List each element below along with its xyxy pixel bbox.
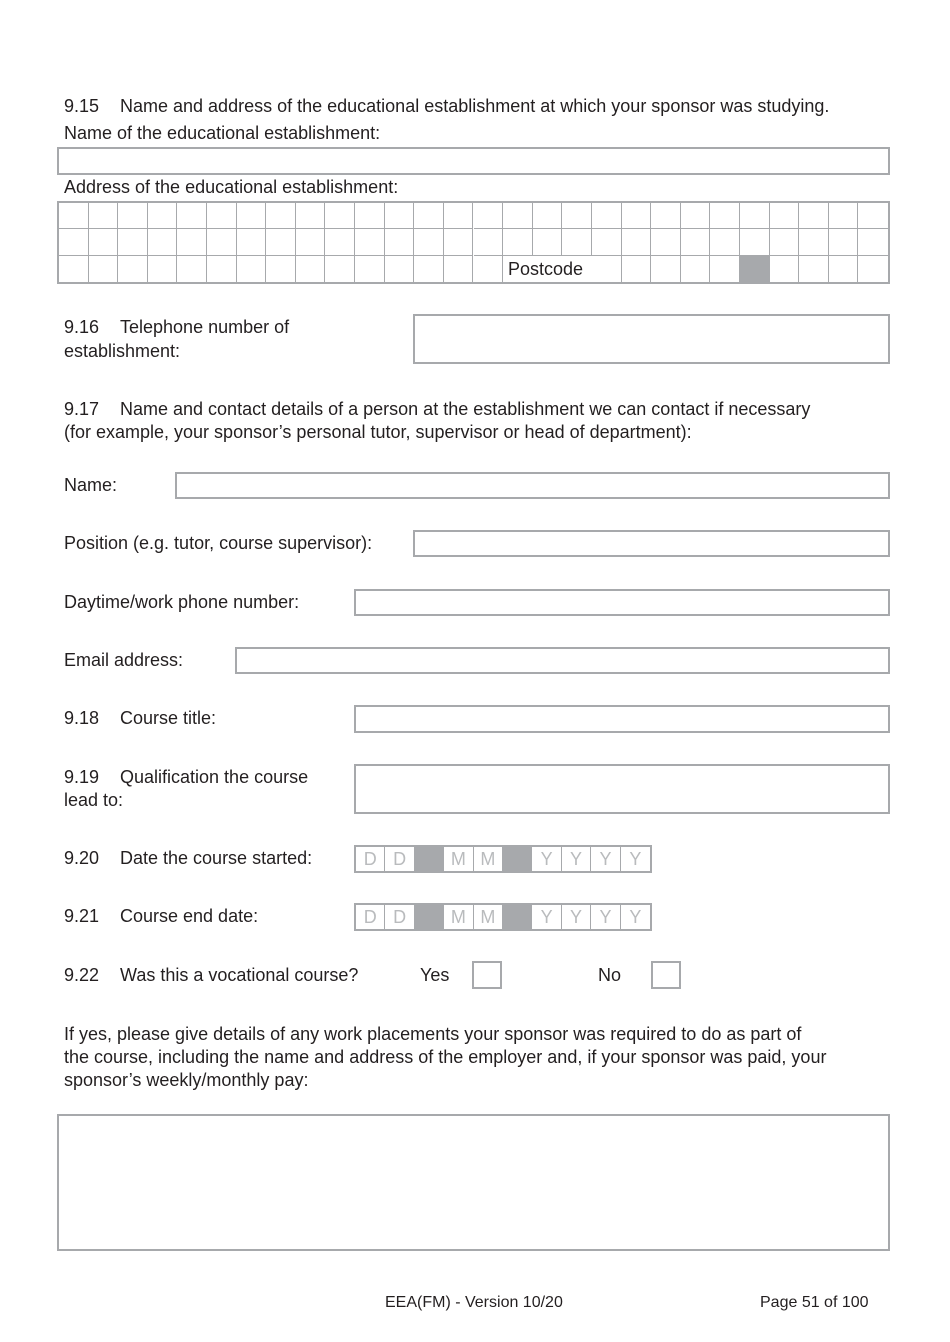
address-char-cell[interactable] [474, 203, 504, 229]
address-char-cell[interactable] [296, 256, 326, 282]
q916-number: 9.16 [64, 317, 100, 337]
q915-question [64, 95, 829, 118]
address-char-cell[interactable] [89, 203, 119, 229]
contact-name-input[interactable] [175, 472, 890, 499]
q918-number: 9.18 [64, 708, 100, 728]
address-char-cell[interactable] [799, 229, 829, 255]
address-char-cell[interactable] [829, 203, 859, 229]
q922-label [64, 964, 358, 987]
address-char-cell[interactable] [770, 229, 800, 255]
q920-text: Date the course started: [120, 848, 313, 868]
q916-line1: Telephone number of [120, 317, 290, 337]
q917-line1-row [64, 398, 810, 421]
address-char-cell[interactable] [59, 203, 89, 229]
date-cell[interactable]: D [356, 905, 385, 929]
address-char-cell[interactable] [177, 203, 207, 229]
details-line1: If yes, please give details of any work placements your sponsor was required to do as part of [64, 1024, 802, 1044]
address-char-cell[interactable] [355, 256, 385, 282]
address-char-cell[interactable] [710, 256, 740, 282]
address-char-cell[interactable] [118, 229, 148, 255]
q919-line1: Qualification the course [120, 767, 309, 787]
course-end-date-input[interactable] [354, 903, 652, 931]
address-char-cell[interactable] [237, 203, 267, 229]
details-line3: sponsor’s weekly/monthly pay: [64, 1070, 309, 1090]
address-char-cell[interactable] [325, 229, 355, 255]
no-label: No [598, 965, 622, 985]
address-char-cell[interactable] [681, 203, 711, 229]
address-char-cell[interactable] [237, 256, 267, 282]
qualification-input[interactable] [354, 764, 890, 814]
address-char-cell[interactable] [89, 256, 119, 282]
work-placement-details-textarea[interactable] [57, 1114, 890, 1251]
address-char-cell[interactable] [207, 229, 237, 255]
date-cell[interactable]: D [385, 905, 414, 929]
address-char-cell[interactable] [414, 203, 444, 229]
address-char-cell[interactable] [148, 229, 178, 255]
address-char-cell[interactable] [858, 256, 888, 282]
date-cell[interactable]: D [385, 847, 414, 871]
address-char-cell[interactable] [118, 256, 148, 282]
date-cell[interactable]: Y [562, 847, 591, 871]
yes-label: Yes [420, 965, 450, 985]
address-char-cell[interactable] [296, 229, 326, 255]
q916-line2: establishment: [64, 341, 181, 361]
footer-version: EEA(FM) - Version 10/20 [385, 1294, 563, 1311]
address-char-cell[interactable] [829, 256, 859, 282]
address-char-cell[interactable] [118, 203, 148, 229]
address-char-cell[interactable] [799, 256, 829, 282]
contact-email-input[interactable] [235, 647, 890, 674]
address-char-cell[interactable] [385, 203, 415, 229]
date-separator [415, 847, 444, 871]
date-cell[interactable]: M [474, 905, 503, 929]
address-char-cell[interactable] [681, 229, 711, 255]
address-char-cell[interactable] [681, 256, 711, 282]
q917-line1: Name and contact details of a person at the establishment we can contact if necessary [120, 399, 811, 419]
address-char-cell[interactable] [562, 203, 592, 229]
address-char-cell[interactable] [651, 256, 681, 282]
address-char-cell[interactable] [740, 203, 770, 229]
address-char-cell[interactable] [770, 203, 800, 229]
date-cell[interactable]: M [474, 847, 503, 871]
q918-text: Course title: [120, 708, 217, 728]
q919-number: 9.19 [64, 767, 100, 787]
address-char-cell[interactable] [414, 256, 444, 282]
establishment-phone-input[interactable] [413, 314, 890, 364]
q915-address-label: Address of the educational establishment: [64, 177, 399, 197]
address-char-cell[interactable] [444, 203, 474, 229]
q917-number: 9.17 [64, 399, 100, 419]
vocational-no-checkbox[interactable] [651, 961, 681, 989]
q919-label [64, 766, 308, 789]
contact-phone-input[interactable] [354, 589, 890, 616]
address-char-cell[interactable] [266, 203, 296, 229]
address-char-cell[interactable] [385, 256, 415, 282]
address-char-cell[interactable] [770, 256, 800, 282]
q921-label [64, 905, 258, 928]
address-char-cell[interactable] [355, 203, 385, 229]
address-char-cell[interactable] [266, 256, 296, 282]
contact-position-input[interactable] [413, 530, 890, 557]
establishment-name-input[interactable] [57, 147, 890, 175]
address-char-cell[interactable] [355, 229, 385, 255]
address-char-cell[interactable] [89, 229, 119, 255]
address-char-cell[interactable] [651, 229, 681, 255]
address-char-cell[interactable] [858, 229, 888, 255]
q922-text: Was this a vocational course? [120, 965, 359, 985]
postcode-separator [740, 256, 770, 282]
date-cell[interactable]: Y [532, 847, 561, 871]
details-line2: the course, including the name and address of the employer and, if your sponsor was paid, your [64, 1047, 827, 1067]
date-separator [503, 847, 532, 871]
address-char-cell[interactable] [237, 229, 267, 255]
address-char-cell[interactable] [622, 203, 652, 229]
date-separator [415, 905, 444, 929]
address-char-cell[interactable] [148, 203, 178, 229]
address-char-cell[interactable] [207, 256, 237, 282]
address-char-cell[interactable] [710, 203, 740, 229]
date-cell[interactable]: M [444, 847, 473, 871]
address-char-cell[interactable] [296, 203, 326, 229]
address-char-cell[interactable] [444, 256, 474, 282]
address-char-cell[interactable] [592, 203, 622, 229]
address-char-cell[interactable] [533, 229, 563, 255]
address-char-cell[interactable] [414, 229, 444, 255]
address-char-cell[interactable] [710, 229, 740, 255]
q920-number: 9.20 [64, 848, 100, 868]
address-char-cell[interactable] [444, 229, 474, 255]
q915-name-label: Name of the educational establishment: [64, 123, 381, 143]
vocational-yes-checkbox[interactable] [472, 961, 502, 989]
address-char-cell[interactable] [740, 229, 770, 255]
footer-page-number: Page 51 of 100 [760, 1294, 869, 1311]
address-char-cell[interactable] [177, 256, 207, 282]
address-char-cell[interactable] [59, 256, 89, 282]
address-char-cell[interactable] [266, 229, 296, 255]
address-char-cell[interactable] [59, 229, 89, 255]
address-char-cell[interactable] [858, 203, 888, 229]
date-cell[interactable]: Y [629, 907, 642, 927]
establishment-address-grid[interactable] [57, 201, 890, 284]
date-cell[interactable]: Y [591, 847, 620, 871]
address-char-cell[interactable] [148, 256, 178, 282]
address-char-cell[interactable] [651, 203, 681, 229]
address-char-cell[interactable] [622, 229, 652, 255]
q918-label [64, 707, 216, 730]
q919-line2: lead to: [64, 790, 124, 810]
q921-number: 9.21 [64, 906, 100, 926]
q915-question-text: Name and address of the educational establishment at which your sponsor was studying. [120, 96, 830, 116]
address-char-cell[interactable] [562, 229, 592, 255]
address-char-cell[interactable] [533, 203, 563, 229]
address-char-cell[interactable] [799, 203, 829, 229]
address-char-cell[interactable] [592, 229, 622, 255]
q921-text: Course end date: [120, 906, 259, 926]
address-char-cell[interactable] [325, 203, 355, 229]
contact-phone-label: Daytime/work phone number: [64, 592, 300, 612]
address-char-cell[interactable] [474, 256, 504, 282]
address-char-cell[interactable] [829, 229, 859, 255]
address-char-cell[interactable] [503, 203, 533, 229]
address-char-cell[interactable] [177, 229, 207, 255]
date-cell[interactable]: M [444, 905, 473, 929]
date-cell[interactable]: Y [629, 849, 642, 869]
q917-line2: (for example, your sponsor’s personal tutor, supervisor or head of department): [64, 422, 692, 442]
address-char-cell[interactable] [207, 203, 237, 229]
address-char-cell[interactable] [474, 229, 504, 255]
date-cell[interactable]: D [356, 847, 385, 871]
course-start-date-input[interactable] [354, 845, 652, 873]
date-cell[interactable]: Y [562, 905, 591, 929]
q916-label [64, 316, 289, 339]
date-separator [503, 905, 532, 929]
q915-number: 9.15 [64, 96, 100, 116]
date-cell[interactable]: Y [532, 905, 561, 929]
address-char-cell[interactable] [622, 256, 652, 282]
postcode-label: Postcode [508, 259, 584, 279]
contact-email-label: Email address: [64, 650, 184, 670]
contact-position-label: Position (e.g. tutor, course supervisor): [64, 533, 373, 553]
date-cell[interactable]: Y [591, 905, 620, 929]
contact-name-label: Name: [64, 475, 118, 495]
address-char-cell[interactable] [325, 256, 355, 282]
address-char-cell[interactable] [385, 229, 415, 255]
q922-number: 9.22 [64, 965, 100, 985]
address-char-cell[interactable] [503, 229, 533, 255]
course-title-input[interactable] [354, 705, 890, 733]
q920-label [64, 847, 312, 870]
